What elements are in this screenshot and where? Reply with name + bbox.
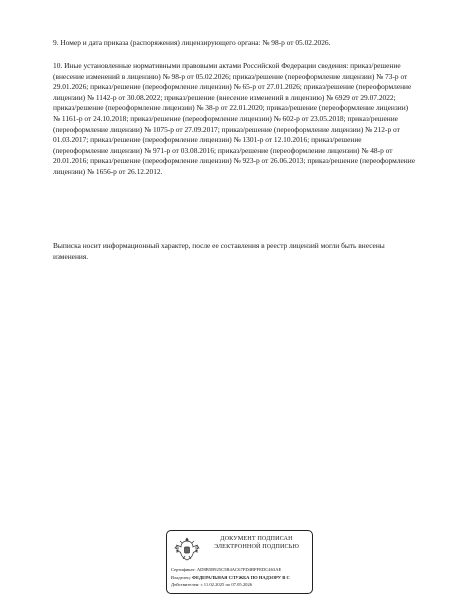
russian-coat-of-arms-icon xyxy=(173,535,201,563)
item-10-paragraph: 10. Иные установленные нормативными правовыми актами Российской Федерации сведения: приказ/решение (внесение изменений в лицензию) № 98-р от 05.02.2026; приказ/решение (переоформление лицензии) № 73-р от 29.01.2026; приказ/решение (переоформление лицензии) № 65-р от 27.01.2026; приказ/решение (переоформление лицензии) № 1142-р от 30.08.2022; приказ/решение (внесение изменений в лицензию) № 6929 от 29.07.2022; приказ/решение (переоформление лицензии) № 38-р от 22.01.2020; приказ/решение (переоформление лицензии) № 1161-р от 24.10.2018; приказ/решение (переоформление лицензии) № 602-р от 23.05.2018; приказ/решение (переоформление лицензии) № 1075-р от 27.09.2017; приказ/решение (переоформление лицензии) № 212-р от 01.03.2017; приказ/решение (переоформление лицензии) № 1301-р от 12.10.2016; приказ/решение (переоформление лицензии) № 971-р от 03.08.2016; приказ/решение (переоформление лицензии) № 48-р от 20.01.2016; приказ/решение (переоформление лицензии) № 923-р от 26.06.2013; приказ/решение (переоформление лицензии) № 1656-р от 26.12.2012. xyxy=(53,61,415,176)
stamp-owner-line xyxy=(171,575,312,581)
stamp-title-line2: ЭЛЕКТРОННОЙ ПОДПИСЬЮ xyxy=(214,543,299,550)
stamp-certificate-value: AD8B5B925C5B4AC67FD4BFFEDC463AE xyxy=(196,567,282,572)
item-9-paragraph: 9. Номер и дата приказа (распоряжения) лицензирующего органа: № 98-р от 05.02.2026. xyxy=(53,38,331,47)
stamp-title xyxy=(203,535,310,551)
stamp-certificate-label: Сертификат: xyxy=(171,567,196,572)
stamp-title-line1: ДОКУМЕНТ ПОДПИСАН xyxy=(220,535,293,542)
disclaimer-note: Выписка носит информационный характер, после ее составления в реестр лицензий могли быть внесены изменения. xyxy=(53,241,385,261)
stamp-owner-label: Владелец: xyxy=(171,575,191,580)
stamp-certificate-line xyxy=(171,567,312,573)
electronic-signature-stamp xyxy=(166,530,313,594)
stamp-owner-value: ФЕДЕРАЛЬНАЯ СЛУЖБА ПО НАДЗОРУ В С xyxy=(192,575,290,580)
stamp-validity-line: Действителен: с 11.02.2025 по 07.05.2026 xyxy=(171,582,253,587)
